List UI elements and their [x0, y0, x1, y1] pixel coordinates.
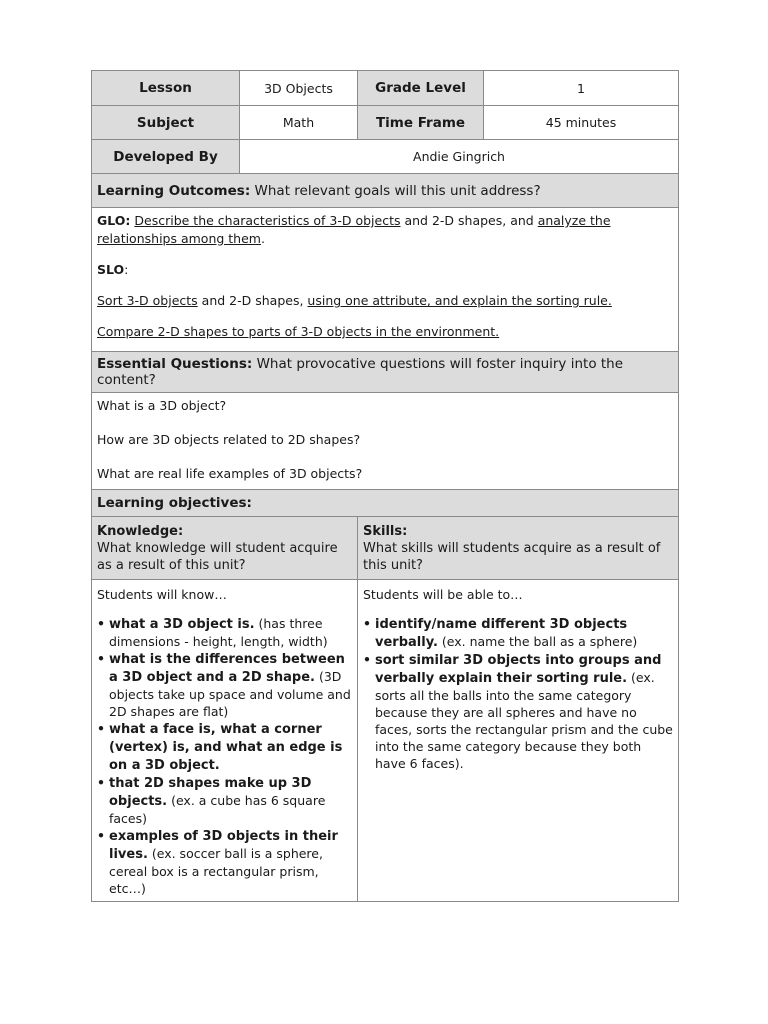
glo-text-4: . [260, 231, 265, 246]
skills-item-text: (ex. name the ball as a sphere) [437, 634, 638, 649]
essential-questions-content [92, 393, 679, 490]
knowledge-label: Knowledge: [97, 524, 184, 539]
skills-content [358, 580, 679, 902]
glo-label: GLO: [97, 213, 131, 228]
time-frame-label: Time Frame [358, 106, 484, 140]
lesson-label: Lesson [92, 71, 240, 106]
lesson-value: 3D Objects [240, 71, 358, 106]
knowledge-item [97, 827, 352, 897]
developed-by-row [92, 140, 679, 174]
outcomes-content-row [92, 208, 679, 352]
essential-questions-row [92, 352, 679, 393]
slo-label: SLO [97, 262, 125, 277]
question-3: What are real life examples of 3D objects? [97, 466, 363, 481]
knowledge-content [92, 580, 358, 902]
grade-level-label: Grade Level [358, 71, 484, 106]
learning-outcomes-heading: Learning Outcomes: [97, 182, 251, 199]
question-1: What is a 3D object? [97, 398, 227, 413]
knowledge-skills-header-row [92, 517, 679, 580]
slo1-underlined-3: using one attribute, and explain the sorting rule. [307, 293, 612, 308]
glo-text-underlined-3: analyze the relationships among them [97, 213, 611, 246]
knowledge-item-text: (ex. soccer ball is a sphere, cereal box is a rectangular prism, etc…) [109, 846, 323, 896]
time-frame-value: 45 minutes [484, 106, 679, 140]
lesson-plan-document [91, 70, 678, 902]
developed-by-label: Developed By [92, 140, 240, 174]
learning-objectives-header [92, 490, 679, 517]
lesson-row [92, 71, 679, 106]
slo1-text-2: and 2-D shapes, [197, 293, 308, 308]
slo-item-1 [97, 292, 673, 310]
skills-list [363, 615, 673, 772]
learning-objectives-heading: Learning objectives: [97, 495, 252, 511]
subject-value: Math [240, 106, 358, 140]
learning-objectives-row [92, 490, 679, 517]
essential-questions-heading: Essential Questions: [97, 356, 253, 372]
knowledge-item-bold: that 2D shapes make up 3D objects. [109, 776, 312, 809]
skills-item-text: (ex. sorts all the balls into the same category because they are all spheres and have no faces, sorts the rectangular prism and the cube into the same category because they both have 6 faces). [375, 670, 673, 771]
skills-item-bold: sort similar 3D objects into groups and verbally explain their sorting rule. [375, 653, 662, 686]
knowledge-item [97, 720, 352, 774]
knowledge-item-bold: what is the differences between a 3D object and a 2D shape. [109, 652, 345, 685]
knowledge-item [97, 774, 352, 827]
learning-outcomes-row [92, 174, 679, 208]
question-2: How are 3D objects related to 2D shapes? [97, 432, 361, 447]
skills-label: Skills: [363, 524, 408, 539]
skills-header [358, 517, 679, 580]
subject-label: Subject [92, 106, 240, 140]
knowledge-item-text: (has three dimensions - height, length, width) [109, 616, 328, 649]
essential-questions-prompt: What provocative questions will foster inquiry into the content? [97, 356, 624, 388]
glo-paragraph [97, 212, 673, 248]
skills-item [363, 615, 673, 651]
knowledge-item-bold: what a 3D object is. [109, 617, 255, 632]
glo-text-2: and 2-D shapes, and [400, 213, 538, 228]
subject-row [92, 106, 679, 140]
outcomes-content [92, 208, 679, 352]
developed-by-value: Andie Gingrich [240, 140, 679, 174]
lesson-plan-table [91, 70, 679, 902]
learning-outcomes-header [92, 174, 679, 208]
knowledge-item-bold: examples of 3D objects in their lives. [109, 829, 338, 862]
knowledge-prompt: What knowledge will student acquire as a result of this unit? [97, 541, 338, 573]
skills-item [363, 651, 673, 772]
skills-intro: Students will be able to… [363, 587, 523, 602]
slo-item-2 [97, 323, 673, 341]
knowledge-item-text: (ex. a cube has 6 square faces) [109, 793, 326, 826]
learning-outcomes-prompt: What relevant goals will this unit address? [254, 182, 541, 199]
grade-level-value: 1 [484, 71, 679, 106]
knowledge-item-bold: what a face is, what a corner (vertex) is, and what an edge is on a 3D object. [109, 722, 343, 773]
glo-text-underlined-1: Describe the characteristics of 3-D objects [134, 213, 401, 228]
slo2-underlined: Compare 2-D shapes to parts of 3-D objects in the environment. [97, 324, 500, 339]
skills-item-bold: identify/name different 3D objects verbally. [375, 617, 628, 650]
slo-colon: : [124, 262, 129, 277]
knowledge-list [97, 615, 352, 897]
slo1-underlined-1: Sort 3-D objects [97, 293, 198, 308]
knowledge-item [97, 650, 352, 720]
slo-paragraph [97, 261, 673, 279]
skills-prompt: What skills will students acquire as a result of this unit? [363, 541, 661, 573]
essential-questions-header [92, 352, 679, 393]
knowledge-item-text: (3D objects take up space and volume and 2D shapes are flat) [109, 669, 351, 719]
knowledge-skills-body-row [92, 580, 679, 902]
essential-content-row [92, 393, 679, 490]
knowledge-header [92, 517, 358, 580]
knowledge-intro: Students will know… [97, 587, 227, 602]
knowledge-item [97, 615, 352, 650]
